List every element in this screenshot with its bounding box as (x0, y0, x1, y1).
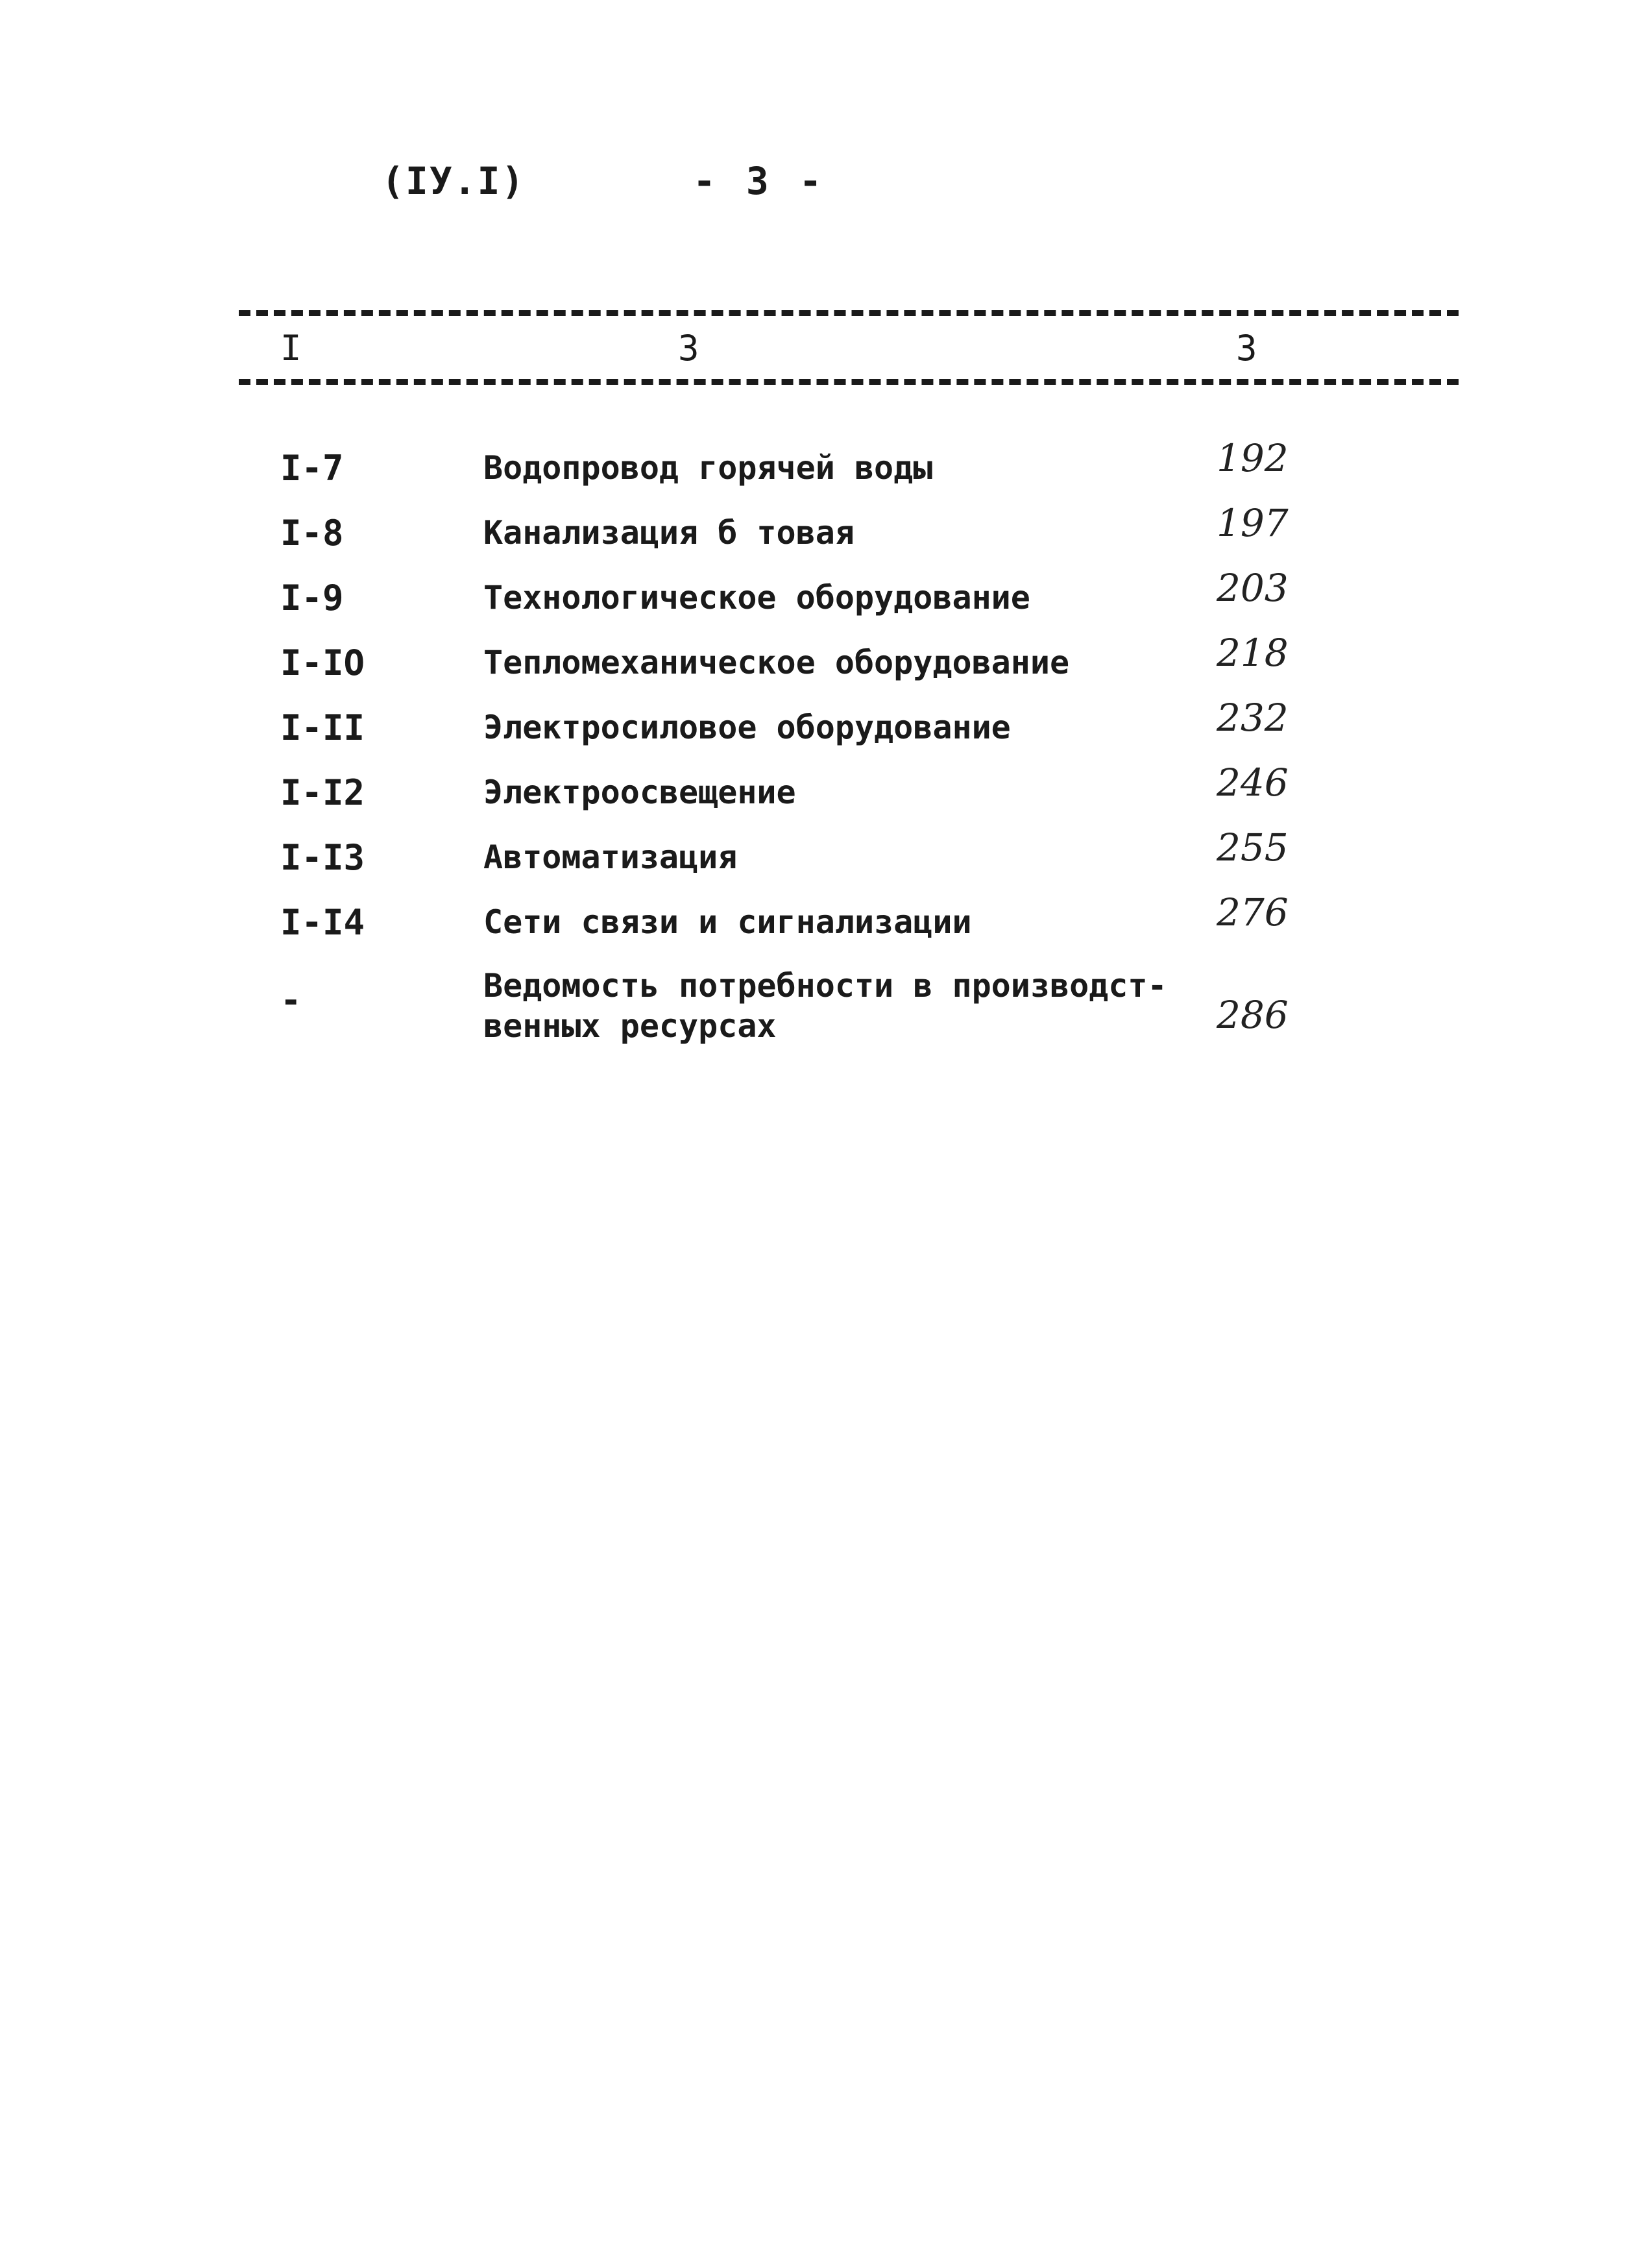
row-code: - (280, 980, 302, 1021)
row-code: I-7 (280, 448, 344, 489)
row-title: Тепломеханическое оборудование (483, 644, 1070, 681)
row-page: 286 (1217, 993, 1289, 1037)
table-row (0, 761, 1637, 831)
row-title: Канализация б товая (483, 514, 855, 552)
row-title: Электроосвещение (483, 774, 796, 811)
table-rule-top (239, 310, 1459, 316)
row-page: 276 (1217, 890, 1289, 934)
row-page: 218 (1217, 631, 1289, 675)
table-row (0, 501, 1637, 571)
column-header-title: 3 (678, 328, 699, 369)
table-row (0, 566, 1637, 636)
row-code: I-9 (280, 578, 344, 618)
row-code: I-II (280, 707, 365, 748)
row-code: I-I3 (280, 837, 365, 878)
page-number: - 3 - (693, 159, 826, 203)
table-row (0, 436, 1637, 506)
row-page: 255 (1217, 825, 1289, 870)
row-title-line2: венных ресурсах (483, 1007, 777, 1045)
row-title: Сети связи и сигнализации (483, 903, 972, 941)
column-header-code: I (280, 328, 302, 369)
table-rule-bottom (239, 379, 1459, 385)
row-page: 246 (1217, 761, 1289, 805)
table-row (0, 631, 1637, 701)
column-header-page: 3 (1236, 328, 1257, 369)
row-page: 232 (1217, 696, 1289, 740)
row-title: Автоматизация (483, 838, 738, 876)
row-title (483, 966, 1167, 1046)
table-row (0, 825, 1637, 896)
row-page: 203 (1217, 566, 1289, 610)
table-row (0, 696, 1637, 766)
row-code: I-IO (280, 642, 365, 683)
row-code: I-I2 (280, 772, 365, 813)
row-title: Водопровод горячей воды (483, 449, 933, 487)
row-page: 197 (1217, 501, 1289, 545)
row-code: I-I4 (280, 902, 365, 943)
row-title-line1: Ведомость потребности в производст- (483, 967, 1167, 1005)
table-row (0, 890, 1637, 960)
section-reference: (IУ.I) (382, 159, 526, 203)
row-code: I-8 (280, 513, 344, 554)
row-title: Технологическое оборудование (483, 579, 1030, 616)
row-page: 192 (1217, 436, 1289, 480)
table-row (0, 967, 1637, 1045)
row-title: Электросиловое оборудование (483, 709, 1011, 746)
